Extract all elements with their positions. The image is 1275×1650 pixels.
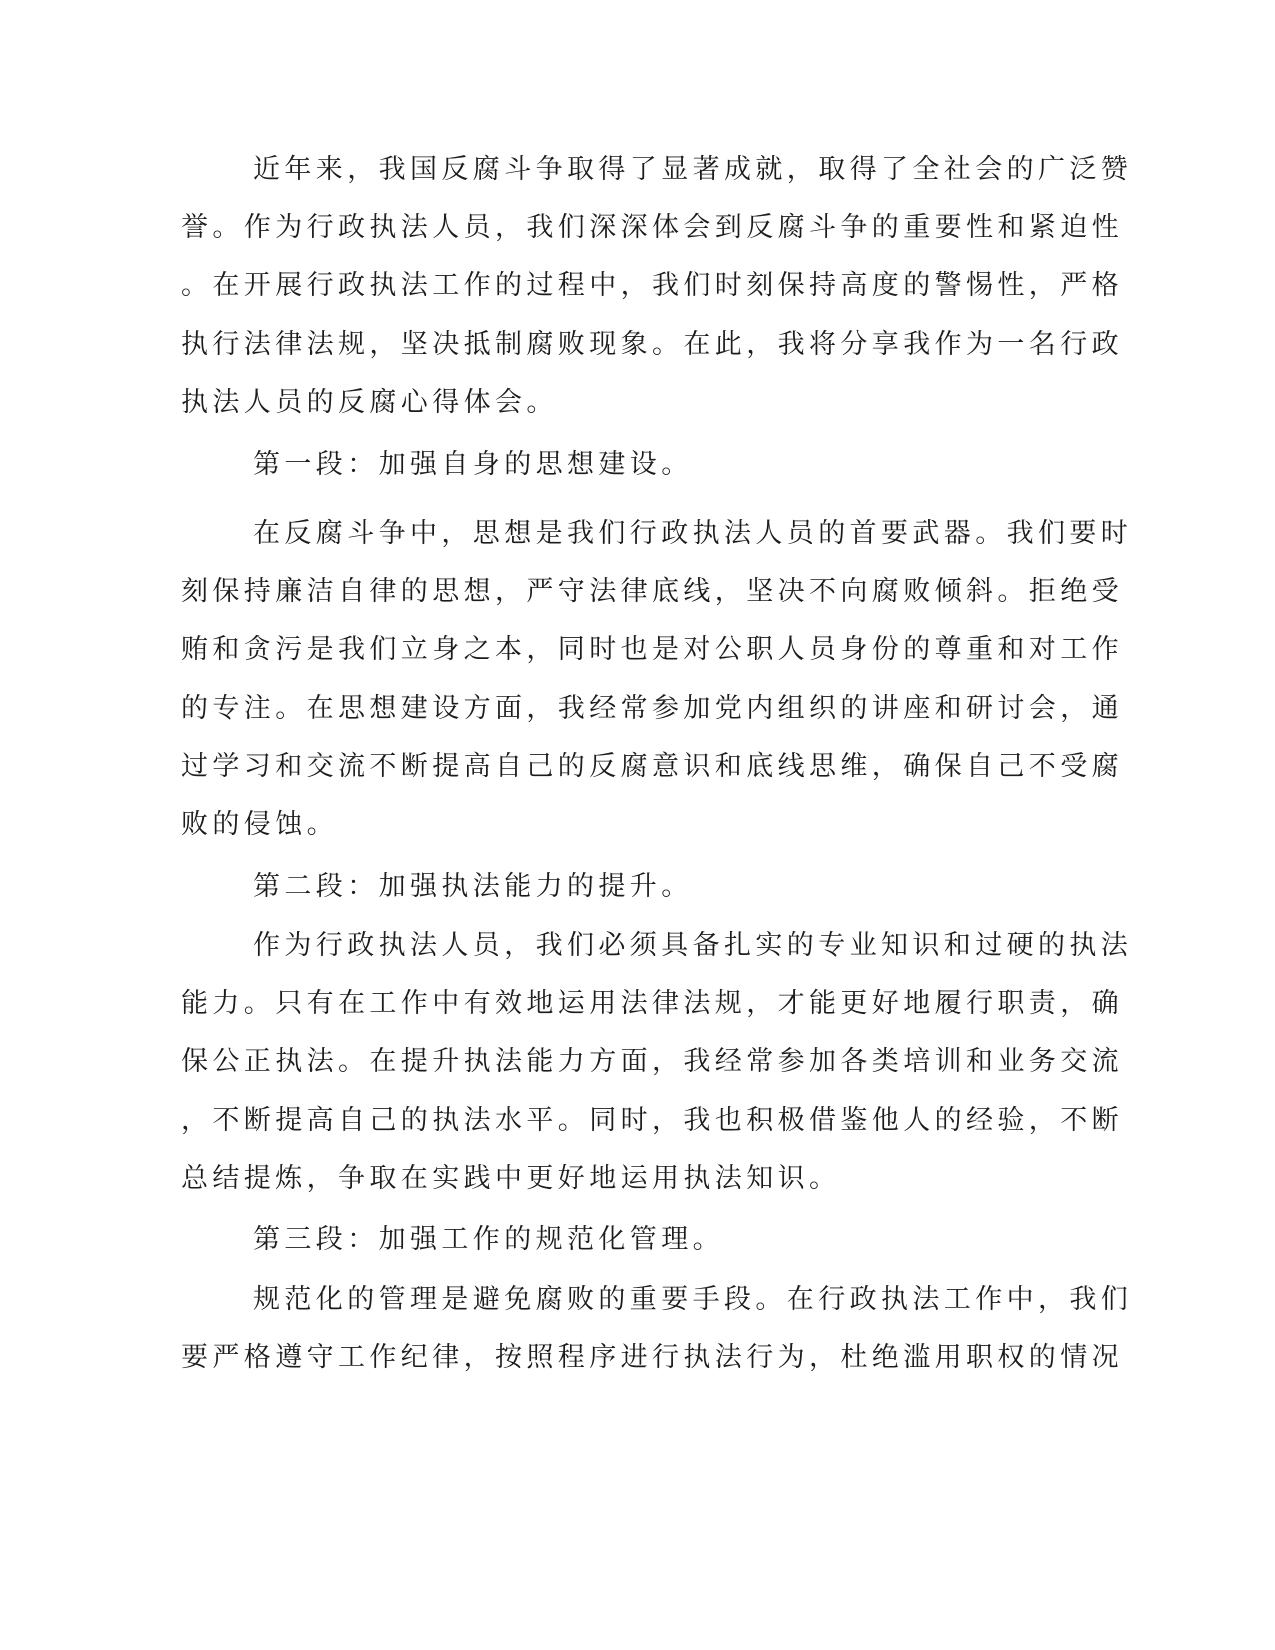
- body-paragraph-line: 败的侵蚀。: [181, 809, 338, 840]
- body-paragraph-line: 贿和贪污是我们立身之本，同时也是对公职人员身份的尊重和对工作: [181, 634, 1123, 665]
- intro-paragraph-line: 执法人员的反腐心得体会。: [181, 387, 558, 418]
- body-paragraph-line: 保公正执法。在提升执法能力方面，我经常参加各类培训和业务交流: [181, 1046, 1123, 1077]
- body-paragraph-line: 能力。只有在工作中有效地运用法律法规，才能更好地履行职责，确: [181, 988, 1123, 1019]
- body-paragraph-line: 规范化的管理是避免腐败的重要手段。在行政执法工作中，我们: [253, 1284, 1133, 1315]
- body-paragraph-line: ，不断提高自己的执法水平。同时，我也积极借鉴他人的经验，不断: [181, 1105, 1123, 1136]
- intro-paragraph-line: 誉。作为行政执法人员，我们深深体会到反腐斗争的重要性和紧迫性: [181, 212, 1123, 243]
- body-paragraph-line: 总结提炼，争取在实践中更好地运用执法知识。: [181, 1163, 841, 1194]
- body-paragraph-line: 的专注。在思想建设方面，我经常参加党内组织的讲座和研讨会，通: [181, 693, 1123, 724]
- intro-paragraph-line: 执行法律法规，坚决抵制腐败现象。在此，我将分享我作为一名行政: [181, 329, 1123, 360]
- section-heading-3: 第三段：加强工作的规范化管理。: [253, 1224, 724, 1255]
- body-paragraph-line: 刻保持廉洁自律的思想，严守法律底线，坚决不向腐败倾斜。拒绝受: [181, 576, 1123, 607]
- body-paragraph-line: 在反腐斗争中，思想是我们行政执法人员的首要武器。我们要时: [253, 518, 1133, 549]
- body-paragraph-line: 过学习和交流不断提高自己的反腐意识和底线思维，确保自己不受腐: [181, 751, 1123, 782]
- body-paragraph-line: 作为行政执法人员，我们必须具备扎实的专业知识和过硬的执法: [253, 930, 1133, 961]
- intro-paragraph-line: 。在开展行政执法工作的过程中，我们时刻保持高度的警惕性，严格: [181, 270, 1123, 301]
- body-paragraph-line: 要严格遵守工作纪律，按照程序进行执法行为，杜绝滥用职权的情况: [181, 1342, 1123, 1373]
- section-heading-2: 第二段：加强执法能力的提升。: [253, 871, 693, 902]
- section-heading-1: 第一段：加强自身的思想建设。: [253, 449, 693, 480]
- intro-paragraph-line: 近年来，我国反腐斗争取得了显著成就，取得了全社会的广泛赞: [253, 154, 1133, 185]
